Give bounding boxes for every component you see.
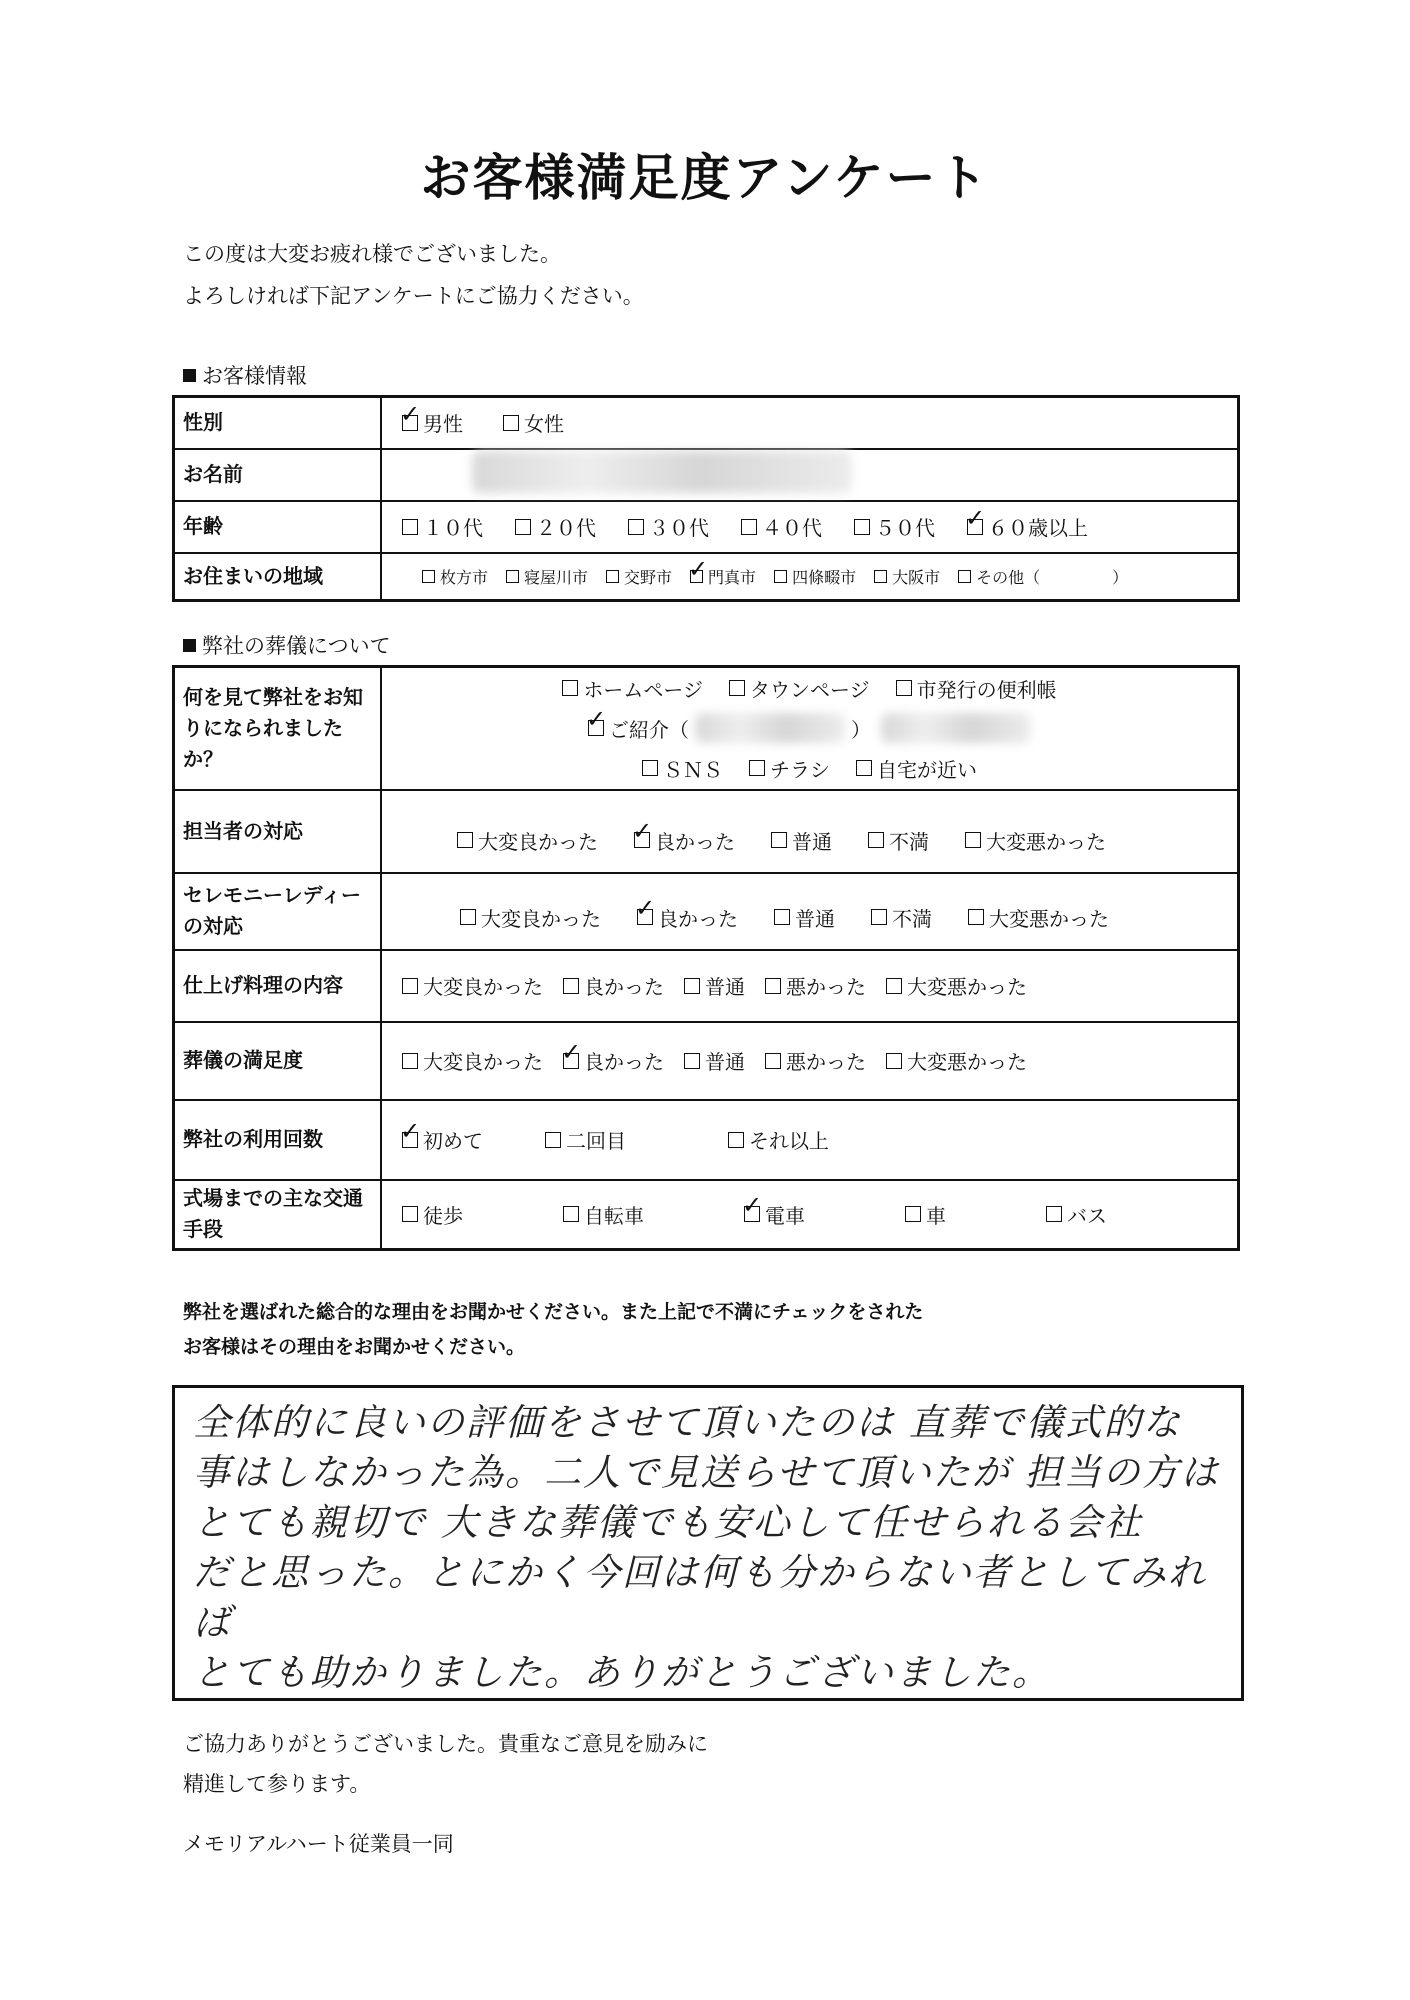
- comment-line: とても助かりました。ありがとうございました。: [193, 1651, 1051, 1694]
- checkbox-icon[interactable]: [503, 415, 519, 431]
- staff-label: 担当者の対応: [174, 790, 382, 873]
- source-label: 何を見て弊社をお知りになられましたか？: [174, 667, 382, 790]
- comment-heading-line-2: お客様はその理由をお聞かせください。: [183, 1336, 526, 1358]
- checkbox-icon[interactable]: [402, 1206, 418, 1222]
- transport-label: 式場までの主な交通手段: [174, 1180, 382, 1250]
- checkbox-checked-icon[interactable]: [637, 909, 653, 925]
- checkbox-icon[interactable]: [874, 570, 887, 583]
- option-label: 四條畷市: [792, 567, 857, 587]
- age-option-50s[interactable]: [854, 512, 935, 541]
- option-label: 自転車: [584, 1203, 644, 1228]
- checkbox-checked-icon[interactable]: [967, 519, 983, 535]
- option-label: ホームページ: [583, 677, 703, 702]
- gender-field: [381, 397, 1239, 449]
- source-line-2: [382, 708, 1237, 748]
- checkbox-icon[interactable]: [402, 1053, 418, 1069]
- transport-option-train[interactable]: [744, 1200, 805, 1229]
- transport-option-car[interactable]: [905, 1200, 946, 1229]
- option-label: 大変良かった: [423, 975, 543, 999]
- transport-field: [381, 1180, 1239, 1250]
- source-option-referral[interactable]: [588, 713, 1031, 743]
- satisfaction-field: [381, 1022, 1239, 1100]
- option-label: 大変良かった: [481, 906, 601, 931]
- checkbox-icon[interactable]: [402, 978, 418, 994]
- checkbox-checked-icon[interactable]: [563, 1053, 579, 1069]
- source-option-sns[interactable]: [642, 754, 723, 783]
- option-label: ＳＮＳ: [663, 757, 723, 782]
- source-option-near-home[interactable]: [856, 754, 977, 783]
- intro-line-1: この度は大変お疲れ様でございました。: [183, 242, 561, 266]
- age-option-10s[interactable]: [402, 512, 483, 541]
- gender-label: 性別: [174, 397, 382, 449]
- staff-option-dissatisfied[interactable]: [868, 826, 929, 855]
- option-label: 初めて: [423, 1129, 483, 1153]
- option-label: 電車: [765, 1203, 805, 1228]
- source-line-1: [382, 668, 1237, 708]
- option-label: それ以上: [749, 1129, 829, 1153]
- cuisine-option-good[interactable]: [563, 971, 664, 1000]
- option-label: 普通: [792, 829, 832, 854]
- usage-option-first[interactable]: [402, 1125, 483, 1154]
- option-label: 良かった: [655, 829, 735, 854]
- checkbox-icon[interactable]: [1046, 1206, 1062, 1222]
- option-label: 良かった: [584, 975, 664, 999]
- option-label: 悪かった: [786, 975, 866, 999]
- checkbox-icon[interactable]: [460, 909, 476, 925]
- option-label: 門真市: [708, 567, 757, 587]
- name-label: お名前: [174, 449, 382, 501]
- checkbox-checked-icon[interactable]: [402, 415, 418, 431]
- option-label: 大変良かった: [478, 829, 598, 854]
- checkbox-icon[interactable]: [774, 570, 787, 583]
- ceremony-lady-option-dissatisfied[interactable]: [871, 903, 932, 932]
- source-option-townpage[interactable]: [729, 674, 870, 703]
- ceremony-lady-option-very-bad[interactable]: [968, 903, 1109, 932]
- option-label: チラシ: [770, 757, 830, 782]
- checkbox-icon[interactable]: [457, 832, 473, 848]
- region-option-shijonawate[interactable]: [774, 565, 856, 588]
- checkbox-checked-icon[interactable]: [634, 832, 650, 848]
- customer-info-table: [172, 395, 1240, 602]
- intro-line-2: よろしければ下記アンケートにご協力ください。: [183, 284, 644, 308]
- name-field[interactable]: [381, 449, 1239, 501]
- age-option-60plus[interactable]: [967, 512, 1088, 541]
- redacted-referrer-block: [695, 713, 845, 743]
- region-option-katano[interactable]: [606, 565, 672, 588]
- region-label: お住まいの地域: [174, 553, 382, 601]
- option-label: ご紹介（: [609, 717, 689, 742]
- satisfaction-option-very-bad[interactable]: [886, 1046, 1027, 1075]
- option-label: 大阪市: [892, 567, 941, 587]
- region-option-hirakata[interactable]: [422, 565, 488, 588]
- option-label: 普通: [795, 906, 835, 931]
- age-option-40s[interactable]: [741, 512, 822, 541]
- checkbox-icon[interactable]: [905, 1206, 921, 1222]
- option-label: 良かった: [658, 906, 738, 931]
- square-bullet-icon: [183, 369, 196, 382]
- funeral-survey-table: [172, 665, 1240, 1251]
- satisfaction-option-good[interactable]: [563, 1046, 664, 1075]
- option-label: バス: [1067, 1203, 1107, 1228]
- cuisine-option-very-bad[interactable]: [886, 971, 1027, 1000]
- option-label: ６０歳以上: [988, 516, 1088, 540]
- option-label: 男性: [423, 412, 463, 437]
- checkbox-icon[interactable]: [728, 1132, 744, 1148]
- checkbox-icon[interactable]: [886, 1053, 902, 1069]
- option-label: タウンページ: [750, 677, 870, 702]
- checkbox-icon[interactable]: [642, 760, 658, 776]
- satisfaction-option-average[interactable]: [684, 1046, 745, 1075]
- transport-option-bicycle[interactable]: [563, 1200, 644, 1229]
- redacted-referrer-detail: [881, 713, 1031, 743]
- checkbox-icon[interactable]: [765, 978, 781, 994]
- checkbox-checked-icon[interactable]: [588, 720, 604, 736]
- satisfaction-option-bad[interactable]: [765, 1046, 866, 1075]
- ceremony-lady-field: [381, 873, 1239, 950]
- checkbox-icon[interactable]: [506, 570, 519, 583]
- option-label-close: ）: [851, 717, 871, 742]
- checkbox-icon[interactable]: [684, 978, 700, 994]
- handwritten-comment: [193, 1398, 1225, 1698]
- customer-section-heading-text: お客様情報: [202, 364, 307, 388]
- checkbox-icon[interactable]: [896, 680, 912, 696]
- option-label: 普通: [705, 1050, 745, 1074]
- checkbox-icon[interactable]: [856, 760, 872, 776]
- checkbox-icon[interactable]: [868, 832, 884, 848]
- source-option-flyer[interactable]: [749, 754, 830, 783]
- checkbox-icon[interactable]: [606, 570, 619, 583]
- transport-option-bus[interactable]: [1046, 1200, 1107, 1229]
- comment-heading-line-1: 弊社を選ばれた総合的な理由をお聞かせください。また上記で不満にチェックをされた: [183, 1301, 924, 1323]
- ceremony-lady-label: セレモニーレディーの対応: [174, 873, 382, 950]
- checkbox-checked-icon[interactable]: [744, 1206, 760, 1222]
- gender-option-female[interactable]: [503, 408, 564, 437]
- staff-option-average[interactable]: [771, 826, 832, 855]
- option-label: その他（: [976, 567, 1041, 587]
- ceremony-lady-option-good[interactable]: [637, 903, 738, 932]
- closing-line-1: ご協力ありがとうございました。貴重なご意見を励みに: [183, 1732, 708, 1756]
- comment-line: だと思った。とにかく今回は何も分からない者としてみれば: [193, 1551, 1207, 1644]
- source-option-homepage[interactable]: [562, 674, 703, 703]
- option-label: 寝屋川市: [524, 567, 589, 587]
- signature: メモリアルハート従業員一同: [183, 1832, 454, 1856]
- usage-count-field: [381, 1100, 1239, 1180]
- customer-section-heading: [183, 360, 307, 390]
- checkbox-icon[interactable]: [628, 519, 644, 535]
- option-label: 不満: [892, 906, 932, 931]
- checkbox-icon[interactable]: [545, 1132, 561, 1148]
- usage-count-label: 弊社の利用回数: [174, 1100, 382, 1180]
- option-label: 市発行の便利帳: [916, 677, 1057, 702]
- option-label: 不満: [889, 829, 929, 854]
- staff-field: [381, 790, 1239, 873]
- staff-option-good[interactable]: [634, 826, 735, 855]
- checkbox-icon[interactable]: [741, 519, 757, 535]
- checkbox-icon[interactable]: [729, 680, 745, 696]
- option-label: 自宅が近い: [877, 757, 977, 782]
- checkbox-icon[interactable]: [854, 519, 870, 535]
- cuisine-field: [381, 950, 1239, 1022]
- ceremony-lady-option-average[interactable]: [774, 903, 835, 932]
- source-option-city-guide[interactable]: [896, 674, 1057, 703]
- region-option-other[interactable]: [958, 565, 1128, 588]
- option-label: 車: [926, 1203, 946, 1228]
- checkbox-icon[interactable]: [886, 978, 902, 994]
- checkbox-icon[interactable]: [965, 832, 981, 848]
- checkbox-icon[interactable]: [749, 760, 765, 776]
- satisfaction-label: 葬儀の満足度: [174, 1022, 382, 1100]
- age-label: 年齢: [174, 501, 382, 553]
- cuisine-option-bad[interactable]: [765, 971, 866, 1000]
- ceremony-lady-option-very-good[interactable]: [460, 903, 601, 932]
- option-label: 二回目: [566, 1129, 626, 1153]
- option-label: 良かった: [584, 1050, 664, 1074]
- option-label: 悪かった: [786, 1050, 866, 1074]
- option-label: 普通: [705, 975, 745, 999]
- page-title: お客様満足度アンケート: [420, 149, 990, 207]
- checkbox-icon[interactable]: [563, 978, 579, 994]
- source-field: [381, 667, 1239, 790]
- option-label: 大変悪かった: [989, 906, 1109, 931]
- option-label: 大変悪かった: [907, 1050, 1027, 1074]
- source-line-3: [382, 748, 1237, 788]
- checkbox-icon[interactable]: [402, 519, 418, 535]
- checkbox-icon[interactable]: [968, 909, 984, 925]
- option-label: 大変良かった: [423, 1050, 543, 1074]
- cuisine-label: 仕上げ料理の内容: [174, 950, 382, 1022]
- age-option-20s[interactable]: [515, 512, 596, 541]
- transport-option-walk[interactable]: [402, 1200, 463, 1229]
- checkbox-icon[interactable]: [771, 832, 787, 848]
- checkbox-icon[interactable]: [563, 1206, 579, 1222]
- staff-option-very-bad[interactable]: [965, 826, 1106, 855]
- region-option-kadoma[interactable]: [690, 565, 756, 588]
- option-label: ４０代: [762, 516, 822, 540]
- funeral-section-heading-text: 弊社の葬儀について: [202, 634, 391, 658]
- option-label: 大変悪かった: [986, 829, 1106, 854]
- comment-heading: [183, 1295, 923, 1365]
- checkbox-icon[interactable]: [774, 909, 790, 925]
- cuisine-option-very-good[interactable]: [402, 971, 543, 1000]
- region-option-neyagawa[interactable]: [506, 565, 588, 588]
- comment-line: 全体的に良いの評価をさせて頂いたのは 直葬で儀式的な: [193, 1401, 1182, 1444]
- checkbox-checked-icon[interactable]: [402, 1132, 418, 1148]
- age-field: [381, 501, 1239, 553]
- staff-option-very-good[interactable]: [457, 826, 598, 855]
- comment-box[interactable]: [172, 1385, 1244, 1701]
- option-label: ５０代: [875, 516, 935, 540]
- square-bullet-icon: [183, 639, 196, 652]
- redacted-name-block: [472, 451, 852, 493]
- comment-line: とても親切で 大きな葬儀でも安心して任せられる会社: [193, 1501, 1143, 1544]
- checkbox-icon[interactable]: [958, 570, 971, 583]
- comment-line: 事はしなかった為。二人で見送らせて頂いたが 担当の方は: [193, 1451, 1220, 1494]
- region-option-osaka[interactable]: [874, 565, 940, 588]
- checkbox-icon[interactable]: [684, 1053, 700, 1069]
- region-field: [381, 553, 1239, 601]
- option-label: 徒歩: [423, 1203, 463, 1228]
- checkbox-icon[interactable]: [562, 680, 578, 696]
- cuisine-option-average[interactable]: [684, 971, 745, 1000]
- checkbox-icon[interactable]: [871, 909, 887, 925]
- option-label: ３０代: [649, 516, 709, 540]
- option-label: 大変悪かった: [907, 975, 1027, 999]
- option-label: 女性: [524, 412, 564, 437]
- gender-option-male[interactable]: [402, 408, 463, 437]
- age-option-30s[interactable]: [628, 512, 709, 541]
- option-label: １０代: [423, 516, 483, 540]
- usage-option-more[interactable]: [728, 1125, 829, 1154]
- closing-line-2: 精進して参ります。: [183, 1772, 371, 1796]
- usage-option-second[interactable]: [545, 1125, 626, 1154]
- satisfaction-option-very-good[interactable]: [402, 1046, 543, 1075]
- checkbox-icon[interactable]: [765, 1053, 781, 1069]
- option-label: ２０代: [536, 516, 596, 540]
- checkbox-icon[interactable]: [515, 519, 531, 535]
- option-label-close: ）: [1112, 567, 1129, 587]
- checkbox-checked-icon[interactable]: [690, 570, 703, 583]
- option-label: 交野市: [624, 567, 673, 587]
- option-label: 枚方市: [440, 567, 489, 587]
- checkbox-icon[interactable]: [422, 570, 435, 583]
- funeral-section-heading: [183, 630, 391, 660]
